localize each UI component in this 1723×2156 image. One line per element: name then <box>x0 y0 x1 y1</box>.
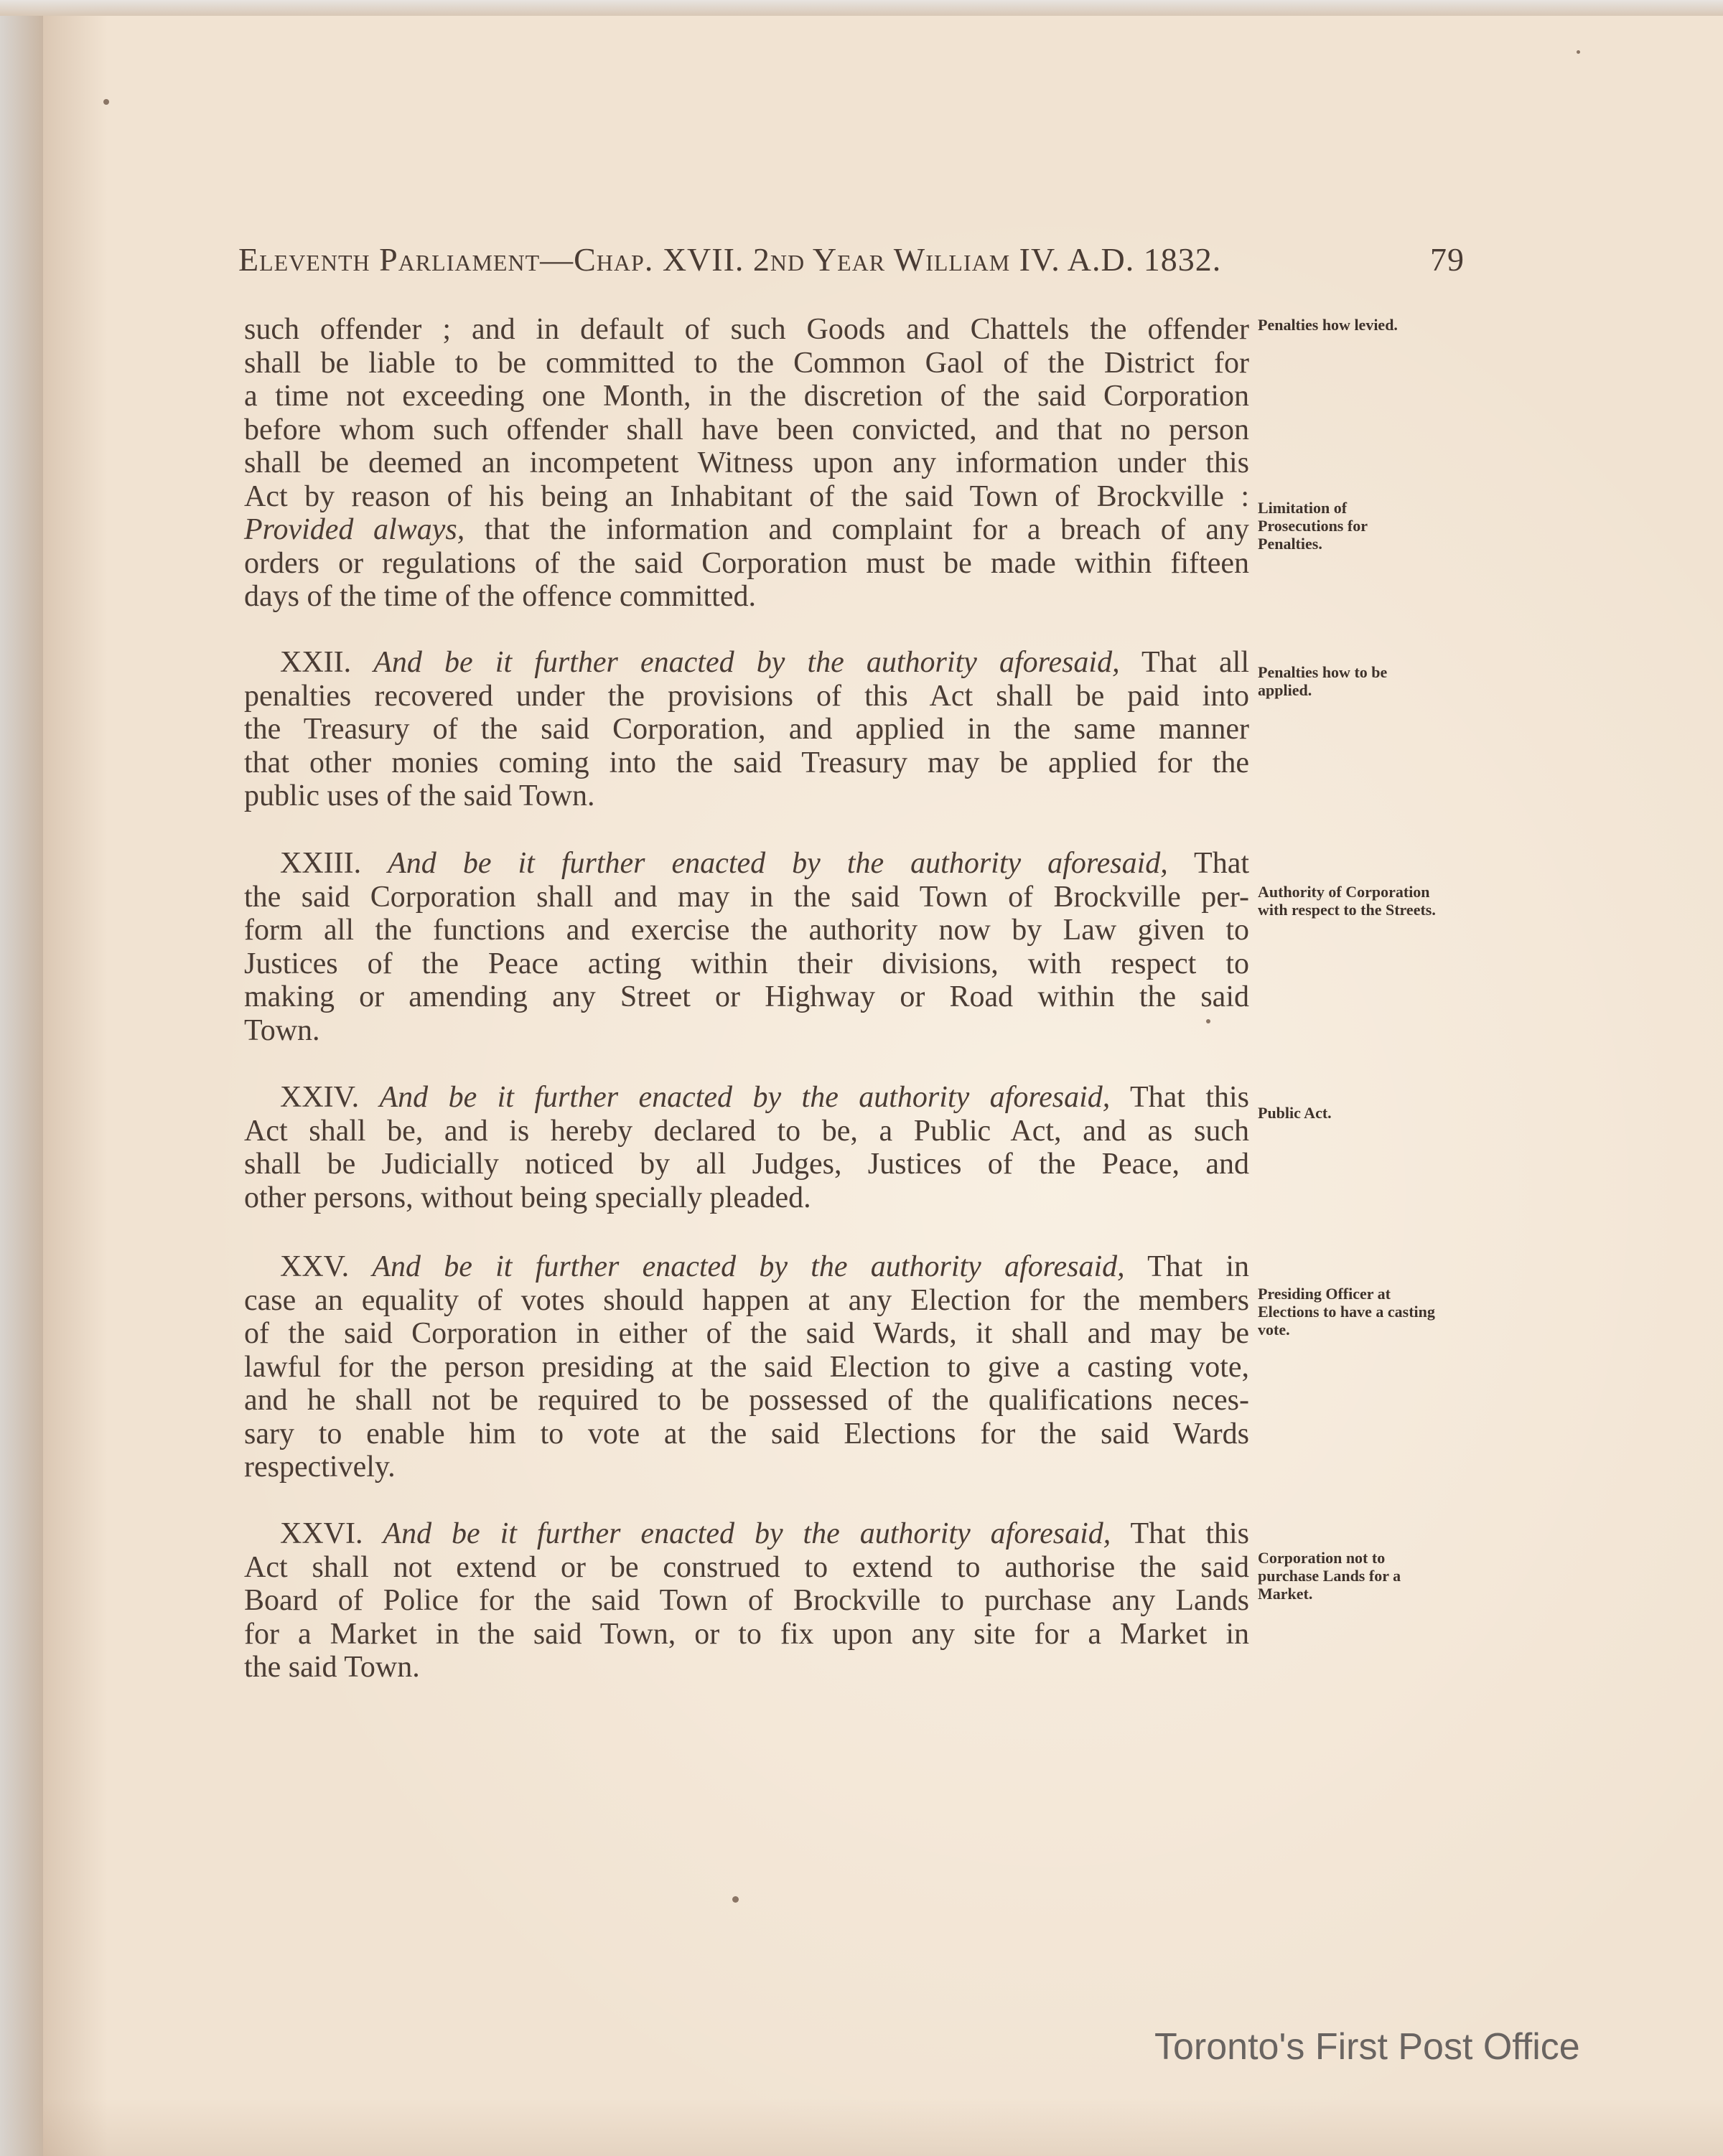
section-xxiv <box>244 1081 1249 1214</box>
enacting-clause: And be it further enacted by the authority aforesaid, <box>383 1517 1111 1550</box>
margin-note-streets: Authority of Corporation with respect to the Streets. <box>1258 883 1436 919</box>
text-line: shall be liable to be committed to the Common Gaol of the District for <box>244 346 1249 380</box>
text-line: Act shall be, and is hereby declared to be, a Public Act, and as such <box>244 1114 1249 1148</box>
text-line: orders or regulations of the said Corporation must be made within fifteen <box>244 546 1249 580</box>
enacting-clause: And be it further enacted by the authority aforesaid, <box>379 1081 1111 1114</box>
text-line: days of the time of the offence committed. <box>244 580 756 613</box>
text-line: form all the functions and exercise the authority now by Law given to <box>244 914 1249 947</box>
enacting-clause: And be it further enacted by the authority aforesaid, <box>373 646 1120 679</box>
text-line: lawful for the person presiding at the said Election to give a casting vote, <box>244 1350 1249 1384</box>
section-number: XXV. <box>280 1250 350 1283</box>
scan-edge-left <box>0 0 43 2156</box>
text-run: That this <box>1111 1517 1250 1550</box>
text-line: penalties recovered under the provisions of this Act shall be paid into <box>244 679 1249 713</box>
section-number: XXIII. <box>280 847 362 880</box>
margin-note-limitation: Limitation of Prosecutions for Penalties. <box>1258 499 1368 553</box>
section-number: XXVI. <box>280 1517 363 1550</box>
text-line: public uses of the said Town. <box>244 779 595 812</box>
text-line: such offender ; and in default of such Goods and Chattels the offender <box>244 313 1249 346</box>
text-line: the said Town. <box>244 1651 420 1684</box>
text-line: Act by reason of his being an Inhabitant of the said Town of Brockville : <box>244 479 1249 513</box>
text-line <box>244 1081 1249 1115</box>
text-line <box>244 513 1249 547</box>
text-line: for a Market in the said Town, or to fix upon any site for a Market in <box>244 1617 1249 1651</box>
text-run: That all <box>1119 646 1250 679</box>
watermark: Toronto's First Post Office <box>1154 2026 1580 2068</box>
text-line: that other monies coming into the said Treasury may be applied for the <box>244 746 1249 779</box>
text-run: That <box>1167 847 1250 880</box>
text-line <box>244 847 1249 881</box>
section-number: XXII. <box>280 646 352 679</box>
text-line <box>244 1250 1249 1284</box>
margin-note-penalties-applied: Penalties how to be applied. <box>1258 663 1388 699</box>
text-line: respectively. <box>244 1450 396 1484</box>
text-line <box>244 1517 1249 1551</box>
text-line: making or amending any Street or Highway or Road within the said <box>244 980 1249 1013</box>
text-run: That this <box>1110 1081 1250 1114</box>
text-line: the Treasury of the said Corporation, and applied in the same manner <box>244 713 1249 746</box>
text-line: Justices of the Peace acting within their divisions, with respect to <box>244 947 1249 980</box>
paper-speck <box>103 99 109 105</box>
text-run: That in <box>1124 1250 1249 1283</box>
text-line: and he shall not be required to be possessed of the qualifications neces- <box>244 1384 1249 1417</box>
text-line: before whom such offender shall have been convicted, and that no person <box>244 413 1249 446</box>
text-line <box>244 646 1249 680</box>
italic-text: Provided always, <box>244 513 465 546</box>
scan-edge-top <box>0 0 1723 16</box>
text-line: sary to enable him to vote at the said Elections for the said Wards <box>244 1417 1249 1450</box>
text-line: a time not exceeding one Month, in the discretion of the said Corporation <box>244 380 1249 413</box>
section-xxii <box>244 646 1249 813</box>
margin-note-casting-vote: Presiding Officer at Elections to have a casting vote. <box>1258 1285 1435 1339</box>
section-xxvi <box>244 1517 1249 1684</box>
text-line: Act shall not extend or be construed to extend to authorise the said <box>244 1550 1249 1584</box>
paragraph-continuation <box>244 313 1249 614</box>
page-number: 79 <box>1430 241 1465 278</box>
section-xxiii <box>244 847 1249 1047</box>
text-line: shall be deemed an incompetent Witness upon any information under this <box>244 446 1249 479</box>
margin-note-penalties-levied: Penalties how levied. <box>1258 316 1398 334</box>
margin-note-public-act: Public Act. <box>1258 1104 1332 1122</box>
enacting-clause: And be it further enacted by the authority aforesaid, <box>372 1250 1125 1283</box>
text-run: that the information and complaint for a breach of any <box>464 513 1250 546</box>
enacting-clause: And be it further enacted by the authority aforesaid, <box>388 847 1168 880</box>
text-line: other persons, without being specially pleaded. <box>244 1181 811 1214</box>
section-number: XXIV. <box>280 1081 360 1114</box>
text-line: shall be Judicially noticed by all Judges, Justices of the Peace, and <box>244 1148 1249 1181</box>
section-xxv <box>244 1250 1249 1484</box>
running-header <box>238 240 1465 283</box>
text-line: Town. <box>244 1013 320 1047</box>
text-line: the said Corporation shall and may in the said Town of Brockville per- <box>244 880 1249 914</box>
text-line: case an equality of votes should happen at any Election for the members <box>244 1283 1249 1317</box>
text-line: Board of Police for the said Town of Brockville to purchase any Lands <box>244 1584 1249 1617</box>
text-line: of the said Corporation in either of the said Wards, it shall and may be <box>244 1317 1249 1350</box>
margin-note-market: Corporation not to purchase Lands for a Market. <box>1258 1549 1401 1603</box>
paper-speck <box>1577 50 1580 54</box>
running-title: Eleventh Parliament—Chap. XVII. 2nd Year William IV. A.D. 1832. <box>238 241 1222 278</box>
paper-speck <box>732 1896 739 1903</box>
